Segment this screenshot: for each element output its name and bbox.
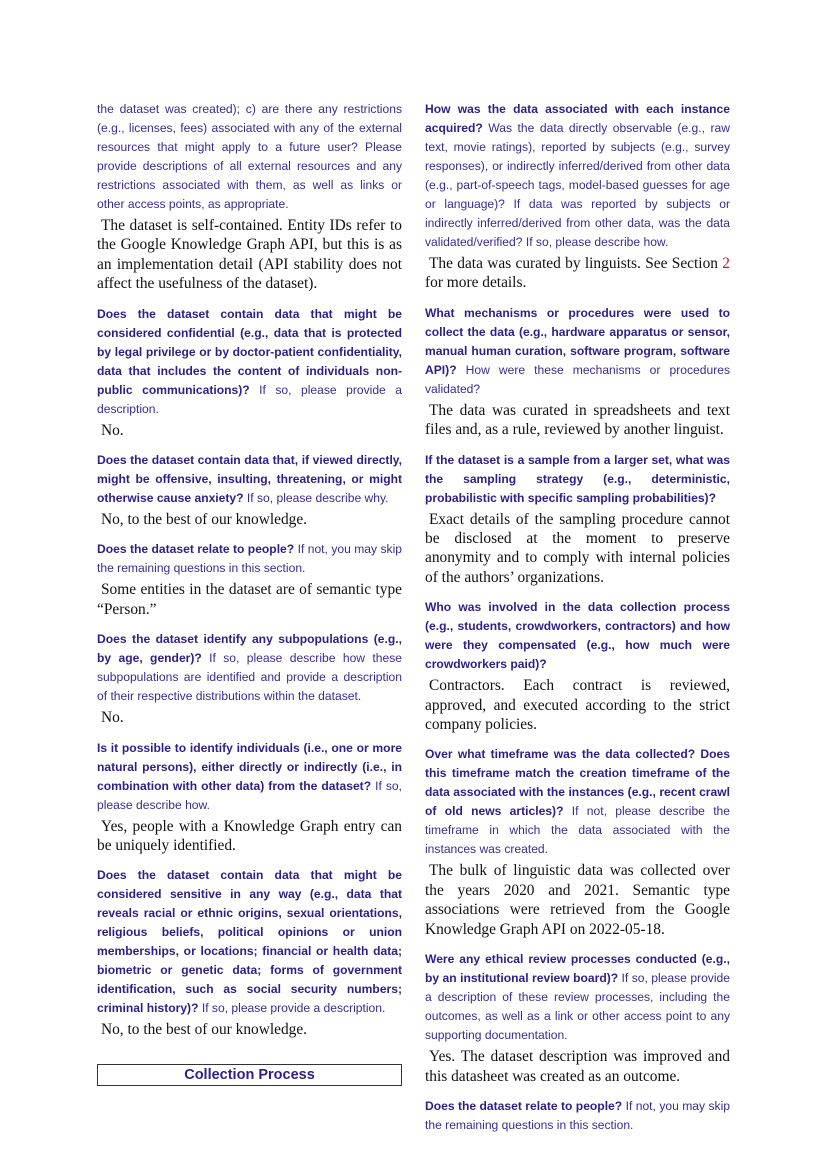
answer-text: No, to the best of our knowledge. bbox=[101, 511, 308, 529]
question-bold: Were any ethical review processes conducted (e.g., by an institutional review board)? bbox=[425, 952, 730, 986]
question-text bbox=[425, 950, 730, 1045]
question-text bbox=[425, 451, 730, 508]
section-reference-link[interactable]: 2 bbox=[722, 255, 730, 272]
qa-block bbox=[97, 540, 402, 619]
question-text bbox=[425, 745, 730, 859]
qa-block bbox=[97, 451, 402, 529]
question-text bbox=[97, 540, 402, 578]
question-detail: If not, you may skip the remaining questions in this section. bbox=[425, 1098, 730, 1132]
question-text bbox=[425, 1097, 730, 1135]
question-bold: Does the dataset identify any subpopulations (e.g., by age, gender)? bbox=[97, 632, 402, 666]
answer-text: The dataset is self-contained. Entity IDs refer to the Google Knowledge Graph API, but this is as an implementation detail (API stability does not affect the usefulness of the dataset). bbox=[97, 217, 402, 293]
answer-part: The data was curated by linguists. See Section bbox=[429, 255, 723, 272]
question-bold: If the dataset is a sample from a larger set, what was the sampling strategy (e.g., deterministic, probabilistic with specific sampling probabilities)? bbox=[425, 452, 730, 505]
answer-text: Some entities in the dataset are of semantic type “Person.” bbox=[97, 581, 402, 618]
question-detail: If so, please describe how these subpopulations are identified and provide a description of their respective distributions within the dataset. bbox=[97, 651, 402, 704]
answer-text: No, to the best of our knowledge. bbox=[101, 1021, 308, 1039]
qa-block bbox=[97, 739, 402, 856]
question-detail: If so, please describe how. bbox=[97, 778, 402, 812]
question-detail: If so, please provide a description. bbox=[97, 382, 402, 416]
question-detail: If so, please provide a description. bbox=[198, 1001, 386, 1016]
question-text bbox=[425, 304, 730, 399]
question-text bbox=[97, 451, 402, 508]
question-bold: Who was involved in the data collection process (e.g., students, crowdworkers, contractors) and how were they compensated (e.g., how much were crowdworkers paid)? bbox=[425, 600, 730, 672]
qa-block bbox=[97, 100, 402, 294]
right-column bbox=[425, 100, 730, 1146]
question-bold: Does the dataset relate to people? bbox=[97, 542, 295, 557]
answer-text: No. bbox=[101, 709, 124, 727]
qa-block bbox=[425, 950, 730, 1086]
answer-text: The data was curated in spreadsheets and text files and, as a rule, reviewed by another linguist. bbox=[425, 401, 730, 439]
answer-text: Exact details of the sampling procedure cannot be disclosed at the moment to preserve anonymity and to comply with internal policies of the authors’ organizations. bbox=[425, 510, 730, 586]
question-text bbox=[425, 598, 730, 674]
qa-block bbox=[425, 1097, 730, 1135]
qa-block bbox=[97, 866, 402, 1039]
qa-block bbox=[97, 630, 402, 727]
answer-text: Contractors. Each contract is reviewed, approved, and executed according to the strict company policies. bbox=[425, 677, 730, 734]
question-detail: If not, please describe the timeframe in which the data associated with the instances was created. bbox=[425, 804, 731, 857]
question-detail: Was the data directly observable (e.g., raw text, movie ratings), reported by subjects (e.g., survey responses), or indirectly inferred/derived from other data (e.g., part-of-speech tags, model-based guesses for age or language)? If data was reported by subjects or indirectly inferred/derived from other data, was the data validated/verified? If so, please describe how. bbox=[425, 121, 730, 249]
question-text bbox=[97, 305, 402, 419]
question-detail: If so, please describe why. bbox=[243, 491, 389, 506]
question-text bbox=[97, 630, 402, 706]
qa-block bbox=[425, 598, 730, 734]
question-text bbox=[97, 866, 402, 1018]
question-text bbox=[97, 739, 402, 815]
answer-text: Yes. The dataset description was improved and this datasheet was created as an outcome. bbox=[425, 1048, 730, 1085]
question-bold: Does the dataset relate to people? bbox=[425, 1098, 623, 1113]
question-detail: If so, please provide a description of these review processes, including the outcomes, as well as a link or other access point to any supporting documentation. bbox=[425, 971, 730, 1043]
qa-block bbox=[97, 305, 402, 440]
question-text: the dataset was created); c) are there any restrictions (e.g., licenses, fees) associated with any of the external resources that might apply to a future user? Please provide descriptions of all external resources and any restrictions associated with them, as well as links or other access points, as appropriate. bbox=[97, 102, 402, 211]
answer-text: The bulk of linguistic data was collected over the years 2020 and 2021. Semantic type associations were retrieved from the Google Knowledge Graph API on 2022-05-18. bbox=[425, 862, 730, 938]
section-heading: Collection Process bbox=[97, 1064, 402, 1086]
question-detail: If not, you may skip the remaining questions in this section. bbox=[97, 542, 402, 576]
answer-text: No. bbox=[101, 421, 124, 439]
question-bold: Does the dataset contain data that, if viewed directly, might be offensive, insulting, threatening, or might otherwise cause anxiety? bbox=[97, 453, 402, 506]
question-bold: Is it possible to identify individuals (i.e., one or more natural persons), either directly or indirectly (i.e., in combination with other data) from the dataset? bbox=[97, 740, 402, 793]
question-bold: What mechanisms or procedures were used to collect the data (e.g., hardware apparatus or sensor, manual human curation, software program, software API)? bbox=[425, 305, 730, 377]
answer-text bbox=[425, 254, 730, 293]
qa-block bbox=[425, 304, 730, 440]
answer-text: Yes, people with a Knowledge Graph entry can be uniquely identified. bbox=[97, 817, 402, 855]
question-bold: How was the data associated with each instance acquired? bbox=[425, 102, 730, 135]
question-text bbox=[425, 100, 730, 252]
question-bold: Does the dataset contain data that might be considered sensitive in any way (e.g., data that reveals racial or ethnic origins, sexual orientations, religious beliefs, political opinions or union memberships, or locations; financial or health data; biometric or genetic data; forms of government identification, such as social security numbers; criminal history)? bbox=[97, 868, 402, 1016]
question-bold: Over what timeframe was the data collected? Does this timeframe match the creation timeframe of the data associated with the instances (e.g., recent crawl of old news articles)? bbox=[425, 747, 730, 819]
qa-block bbox=[425, 745, 730, 939]
qa-block bbox=[425, 451, 730, 588]
answer-part: for more details. bbox=[425, 274, 527, 292]
question-detail: How were these mechanisms or procedures validated? bbox=[425, 362, 730, 396]
left-column bbox=[97, 100, 402, 1086]
question-bold: Does the dataset contain data that might be considered confidential (e.g., data that is protected by legal privilege or by doctor-patient confidentiality, data that includes the content of individuals non-public communications)? bbox=[97, 306, 402, 397]
qa-block bbox=[425, 100, 730, 293]
